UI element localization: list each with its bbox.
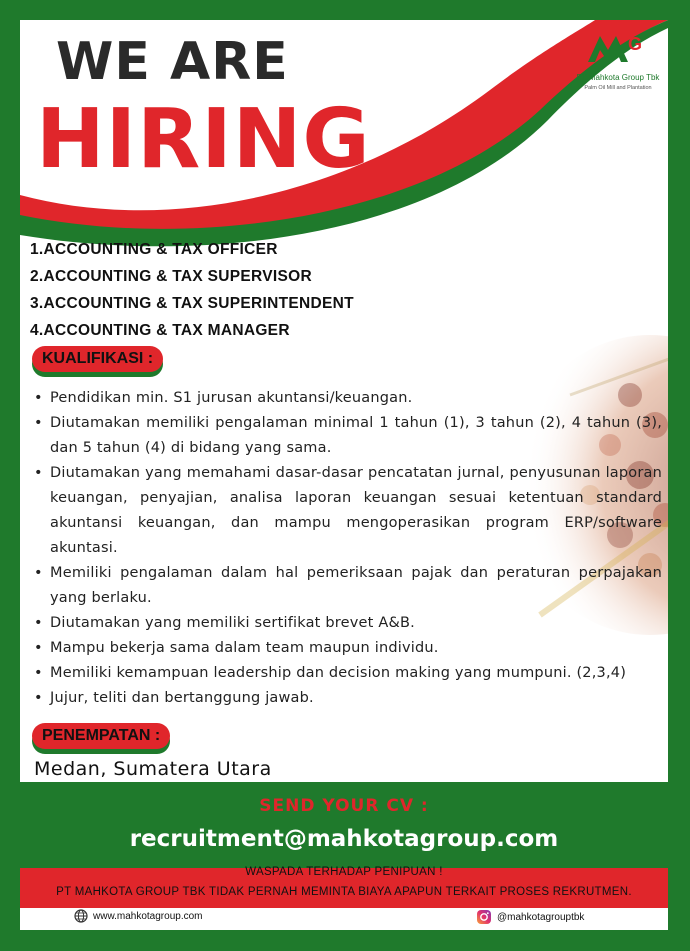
qualification-item: • Diutamakan memiliki pengalaman minimal 1 tahun (1), 3 tahun (2), 4 tahun (3), dan 5 tahun (4) di bidang yang sama.	[34, 411, 662, 461]
globe-icon	[74, 909, 88, 923]
company-logo	[568, 28, 668, 108]
qualification-item: • Diutamakan yang memiliki sertifikat brevet A&B.	[34, 611, 662, 636]
poster	[20, 20, 668, 930]
position-item: 4.ACCOUNTING & TAX MANAGER	[30, 322, 290, 339]
position-item: 2.ACCOUNTING & TAX SUPERVISOR	[30, 268, 312, 285]
website-link[interactable]	[74, 909, 203, 923]
logo-subtitle: Palm Oil Mill and Plantation	[584, 85, 652, 91]
warning-title: WASPADA TERHADAP PENIPUAN !	[245, 866, 443, 878]
instagram-icon	[476, 909, 492, 925]
title-hiring: HIRING	[36, 92, 371, 187]
website-text: www.mahkotagroup.com	[93, 910, 203, 922]
qualifications-badge: KUALIFIKASI :	[32, 346, 163, 372]
qualification-item: • Jujur, teliti dan bertanggung jawab.	[34, 686, 662, 711]
title-we-are: WE ARE	[56, 32, 289, 92]
qualification-item: • Mampu bekerja sama dalam team maupun individu.	[34, 636, 662, 661]
svg-text:G: G	[628, 34, 643, 54]
positions-list	[30, 236, 354, 344]
logo-company-name: PT Mahkota Group Tbk	[576, 73, 660, 82]
placement-badge: PENEMPATAN :	[32, 723, 170, 749]
placement-location: Medan, Sumatera Utara	[34, 758, 272, 780]
position-item: 1.ACCOUNTING & TAX OFFICER	[30, 241, 278, 258]
warning-text: PT MAHKOTA GROUP TBK TIDAK PERNAH MEMINTA BIAYA APAPUN TERKAIT PROSES REKRUTMEN.	[56, 886, 632, 898]
send-cv-label: SEND YOUR CV :	[259, 796, 429, 816]
qualification-item: • Diutamakan yang memahami dasar-dasar pencatatan jurnal, penyusunan laporan keuangan, penyajian, analisa laporan keuangan sesuai ketentuan standard akuntansi keuangan, dan mampu mengoperasikan program ERP/software akuntasi.	[34, 461, 662, 561]
recruitment-email-link[interactable]: recruitment@mahkotagroup.com	[129, 826, 559, 852]
mg-logo-icon	[568, 28, 668, 72]
qualification-item: • Pendidikan min. S1 jurusan akuntansi/keuangan.	[34, 386, 662, 411]
qualifications-list	[34, 386, 662, 711]
position-item: 3.ACCOUNTING & TAX SUPERINTENDENT	[30, 295, 354, 312]
qualification-item: • Memiliki pengalaman dalam hal pemeriksaan pajak dan peraturan perpajakan yang berlaku.	[34, 561, 662, 611]
instagram-link[interactable]	[476, 909, 584, 925]
qualification-item: • Memiliki kemampuan leadership dan decision making yang mumpuni. (2,3,4)	[34, 661, 662, 686]
instagram-text: @mahkotagrouptbk	[497, 911, 585, 923]
